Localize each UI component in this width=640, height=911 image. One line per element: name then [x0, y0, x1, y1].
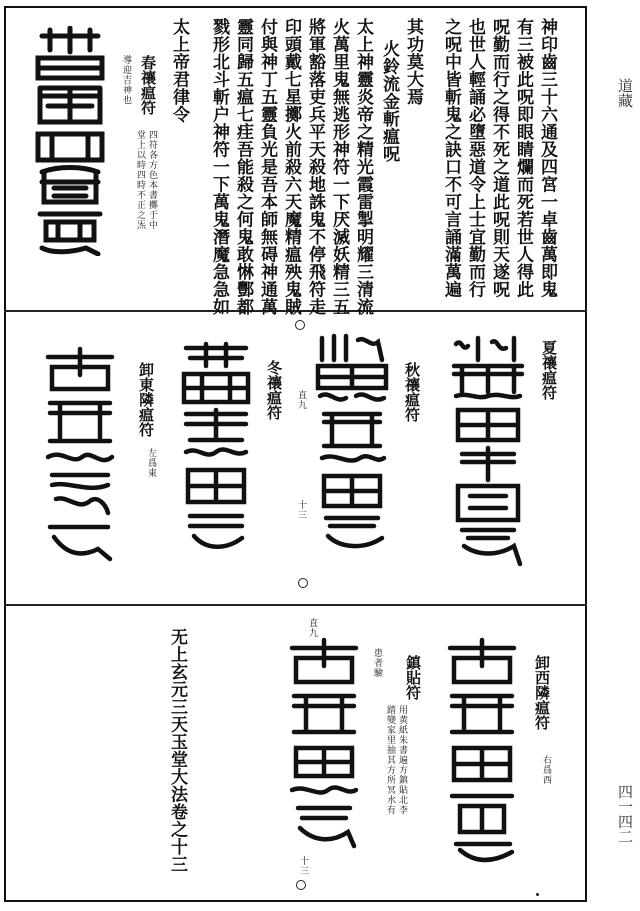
text-column-6: 其功莫大焉	[403, 18, 423, 106]
text-column-5: 之呪中皆斬鬼之訣口不可言誦滿萬遍	[441, 18, 461, 298]
winter-talisman-glyph	[176, 340, 256, 560]
winter-talisman-seal	[176, 340, 256, 560]
text-column-11: 印頭戴七星擲火前殺六天魔精瘟殃鬼賊	[281, 18, 301, 316]
east-talisman-glyph	[38, 345, 122, 565]
mark-middle-top: 直九	[296, 390, 306, 410]
section-divider-lower	[4, 604, 587, 606]
west-talisman-title: 卸西隣瘟符	[533, 655, 551, 730]
zhen-note-1: 用黄紙朱書遍方鎮貼北李	[397, 705, 407, 815]
mark-lower-bottom: 十三	[298, 856, 308, 876]
text-column-3: 呪勤而行之得不死之道此呪則天遂呪	[489, 18, 509, 298]
autumn-talisman-title: 秋禳瘟符	[403, 362, 421, 422]
autumn-talisman-glyph	[312, 330, 392, 560]
east-talisman-title: 卸東隣瘟符	[137, 362, 155, 437]
volume-closing-title: 无上玄元三天玉堂大法卷之十三	[167, 628, 187, 873]
text-column-4: 也世人輕誦必墮惡道令上士宜勤而行	[465, 18, 485, 298]
text-column-9: 火萬里鬼無逃形神符一下厌滅妖精三五	[329, 18, 349, 316]
page-dot	[536, 893, 539, 896]
summer-talisman-seal	[448, 330, 528, 570]
summer-talisman-glyph	[448, 330, 528, 570]
mark-middle-bottom: 十三	[296, 500, 306, 520]
mark-lower-top: 直九	[307, 618, 317, 638]
spring-note-3: 導迎吉神也	[121, 55, 131, 105]
east-talisman-note: 左爲東	[146, 448, 156, 478]
spring-talisman-title: 春禳瘟符	[139, 55, 157, 115]
zhen-note-3: 患者驗	[372, 648, 382, 678]
spring-talisman-seal	[28, 26, 112, 256]
text-column-8: 太上神靈炎帝之精光霞雷掣明耀三清流	[353, 18, 373, 316]
zhen-note-2: 踏變家里抽其方所冥水有	[385, 705, 395, 815]
summer-talisman-title: 夏禳瘟符	[540, 340, 558, 400]
west-talisman-glyph	[440, 636, 524, 866]
west-talisman-note: 右爲西	[541, 755, 551, 785]
zhen-talisman-glyph	[282, 636, 366, 854]
zhen-talisman-title: 鎮貼符	[404, 655, 422, 700]
incantation-title: 火鈴流金斬瘟呪	[379, 40, 399, 163]
text-column-1: 神印齒三十六通及四宮一卓齒萬即鬼	[537, 18, 557, 298]
separator-circle-1	[295, 320, 305, 330]
autumn-talisman-seal	[312, 330, 392, 560]
text-column-14: 戮形北斗斬户神符一下萬鬼潛魔急急如	[209, 18, 229, 316]
text-column-10: 將軍豁落吏兵平天殺地誅鬼不停飛符走	[305, 18, 325, 316]
text-column-13: 靈同歸五瘟七疰吾能殺之何鬼敢惏酆都	[233, 18, 253, 316]
winter-talisman-title: 冬禳瘟符	[265, 360, 283, 420]
side-label-bottom: 四一四二	[616, 784, 634, 844]
text-column-12: 付與神丁五靈負光是吾本師無碍神通萬	[257, 18, 277, 316]
spring-talisman-glyph	[28, 26, 112, 256]
spring-note-1: 四符各方色本書擲于中	[147, 130, 157, 230]
spring-note-2: 堂上以時四時不正之炁	[135, 130, 145, 230]
west-talisman-seal	[440, 636, 524, 866]
separator-circle-3	[296, 880, 306, 890]
side-label-top: 道藏	[616, 78, 634, 108]
separator-circle-2	[298, 578, 308, 588]
text-column-2: 有三被此呪即眼睛爛而死若世人得此	[513, 18, 533, 298]
zhen-talisman-seal	[282, 636, 366, 854]
text-column-15: 太上帝君律令	[169, 18, 189, 123]
east-talisman-seal	[38, 345, 122, 565]
